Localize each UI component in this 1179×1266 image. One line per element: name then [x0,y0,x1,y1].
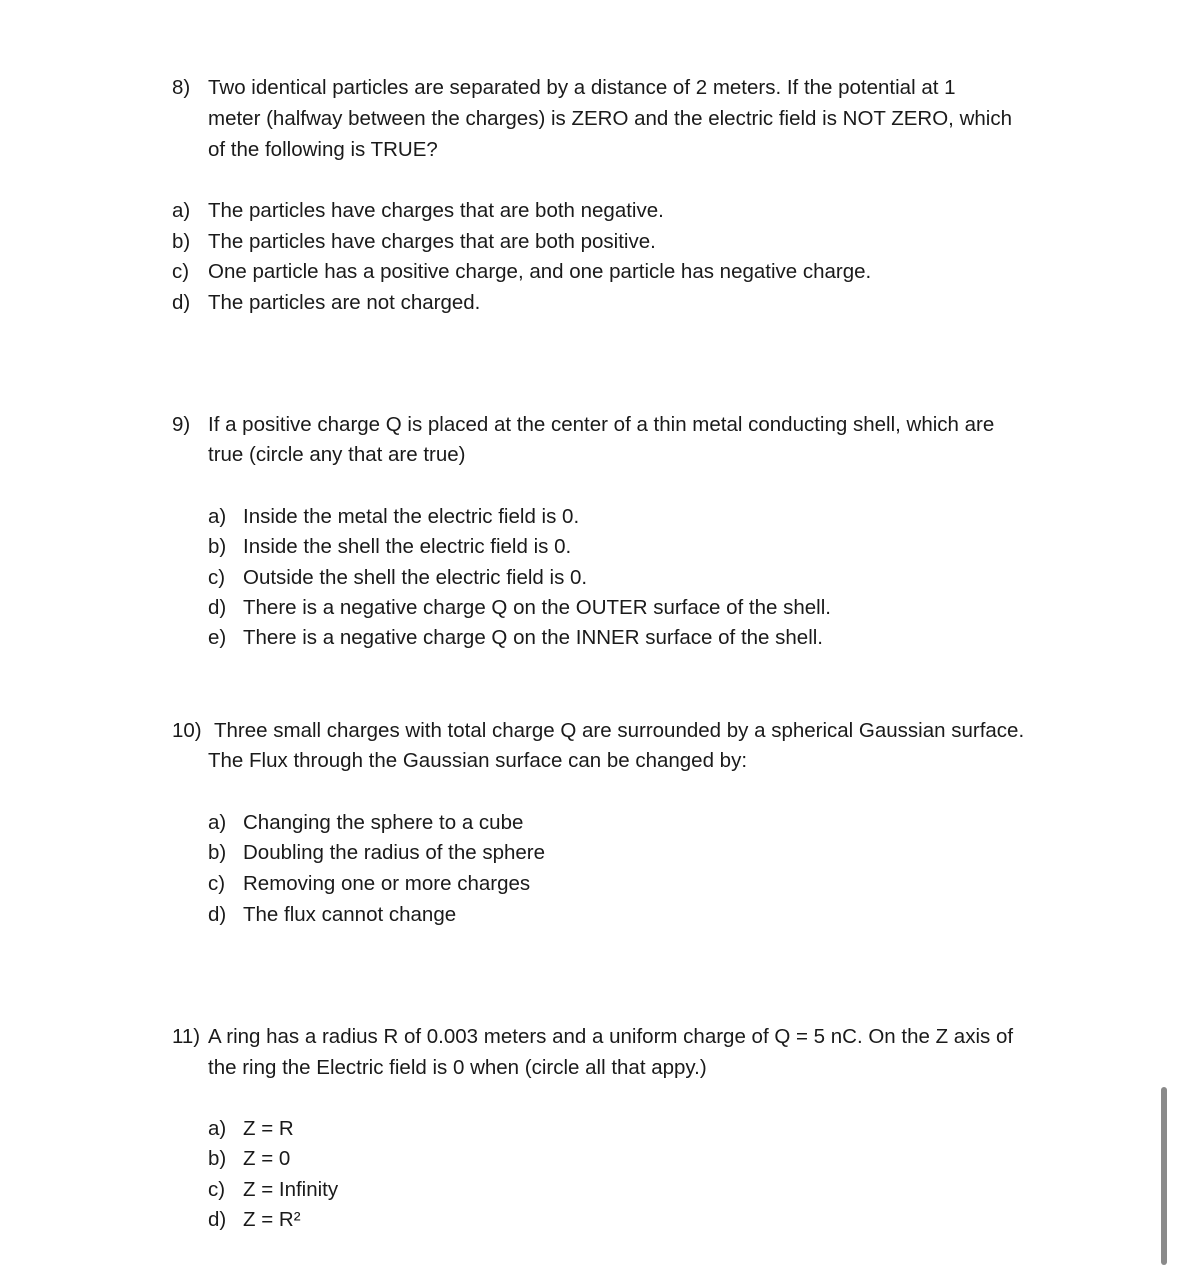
option-text: Changing the sphere to a cube [243,811,524,834]
option-letter: d) [208,596,227,619]
option-letter: b) [208,1147,227,1170]
question-text-line: Three small charges with total charge Q are surrounded by a spherical Gaussian surface. [214,719,1025,742]
option-text: Doubling the radius of the sphere [243,841,546,864]
question-text-line: true (circle any that are true) [208,443,466,466]
option-text: The flux cannot change [243,903,457,926]
option-letter: c) [208,872,226,895]
option-text: Inside the shell the electric field is 0. [243,535,572,558]
option-letter: c) [172,260,190,283]
question-text-line: If a positive charge Q is placed at the center of a thin metal conducting shell, which are [208,413,995,436]
option-text: There is a negative charge Q on the OUTER surface of the shell. [243,596,831,619]
question-text-line: the ring the Electric field is 0 when (circle all that appy.) [208,1056,707,1079]
option-text: The particles have charges that are both negative. [208,199,664,222]
option-letter: a) [208,1117,227,1140]
option-text: Inside the metal the electric field is 0. [243,505,580,528]
option-text: The particles have charges that are both positive. [208,230,656,253]
option-letter: c) [208,1178,226,1201]
option-letter: a) [208,811,227,834]
question-number: 9) [172,413,191,436]
question-number: 8) [172,76,191,99]
option-text: Removing one or more charges [243,872,531,895]
option-text: One particle has a positive charge, and one particle has negative charge. [208,260,872,283]
option-text: Z = R² [243,1208,301,1231]
option-letter: a) [172,199,191,222]
option-text: Outside the shell the electric field is 0. [243,566,588,589]
option-letter: e) [208,626,227,649]
option-text: Z = 0 [243,1147,291,1170]
question-text-line: The Flux through the Gaussian surface can be changed by: [208,749,748,772]
scrollbar-thumb[interactable] [1161,1087,1167,1265]
question-number: 11) [172,1025,201,1048]
option-letter: b) [208,841,227,864]
option-text: The particles are not charged. [208,291,481,314]
option-letter: b) [208,535,227,558]
option-letter: d) [172,291,191,314]
question-text-line: A ring has a radius R of 0.003 meters and a uniform charge of Q = 5 nC. On the Z axis of [208,1025,1014,1048]
question-text-line: Two identical particles are separated by a distance of 2 meters. If the potential at 1 [208,76,956,99]
option-letter: c) [208,566,226,589]
question-text-line: of the following is TRUE? [208,138,438,161]
option-text: Z = Infinity [243,1178,339,1201]
option-letter: d) [208,903,227,926]
option-letter: a) [208,505,227,528]
option-letter: d) [208,1208,227,1231]
option-text: There is a negative charge Q on the INNER surface of the shell. [243,626,823,649]
option-text: Z = R [243,1117,294,1140]
option-letter: b) [172,230,191,253]
question-number: 10) [172,719,202,742]
question-text-line: meter (halfway between the charges) is ZERO and the electric field is NOT ZERO, which [208,107,1012,130]
